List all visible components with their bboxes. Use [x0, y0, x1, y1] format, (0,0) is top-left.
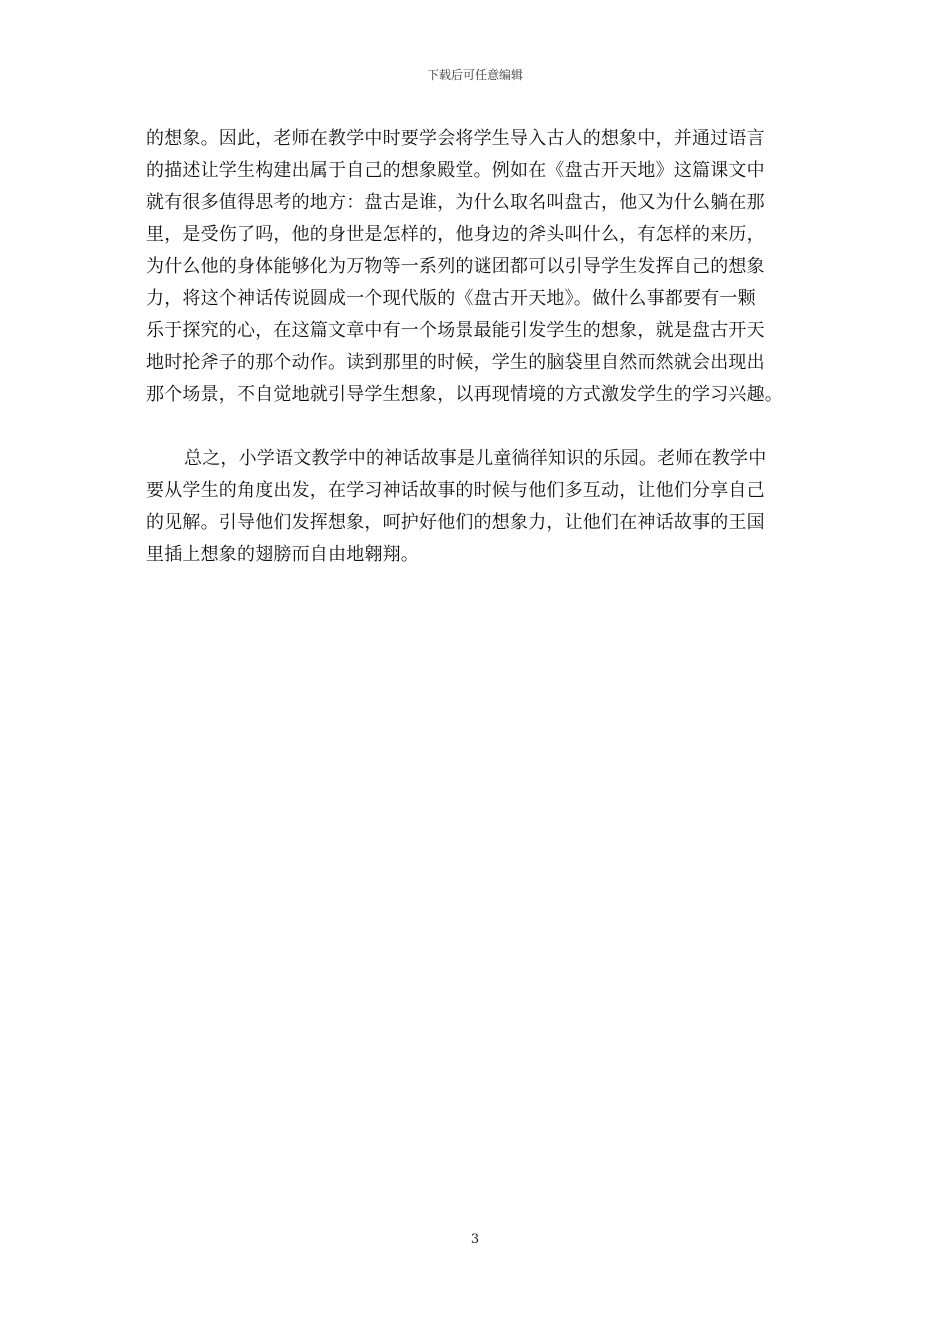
text-line: 乐于探究的心，在这篇文章中有一个场景最能引发学生的想象，就是盘古开天	[146, 320, 765, 341]
document-body	[146, 123, 826, 571]
text-line: 要从学生的角度出发，在学习神话故事的时候与他们多互动，让他们分享自己	[146, 480, 765, 501]
text-line: 地时抡斧子的那个动作。读到那里的时候，学生的脑袋里自然而然就会出现出	[146, 352, 765, 373]
text-line: 的想象。因此，老师在教学中时要学会将学生导入古人的想象中，并通过语言	[146, 128, 765, 149]
paragraph-spacer	[146, 411, 826, 443]
text-line: 里，是受伤了吗，他的身世是怎样的，他身边的斧头叫什么，有怎样的来历，	[146, 224, 765, 245]
text-line: 的描述让学生构建出属于自己的想象殿堂。例如在《盘古开天地》这篇课文中	[146, 160, 765, 181]
text-line: 总之，小学语文教学中的神话故事是儿童徜徉知识的乐园。老师在教学中	[184, 448, 767, 469]
paragraph-1	[146, 123, 826, 411]
page-header: 下载后可任意编辑	[426, 68, 523, 82]
text-line: 的见解。引导他们发挥想象，呵护好他们的想象力，让他们在神话故事的王国	[146, 512, 765, 533]
page-number: 3	[470, 1232, 480, 1247]
text-line: 就有很多值得思考的地方：盘古是谁，为什么取名叫盘古，他又为什么躺在那	[146, 192, 765, 213]
text-line: 为什么他的身体能够化为万物等一系列的谜团都可以引导学生发挥自己的想象	[146, 256, 765, 277]
text-line: 那个场景，不自觉地就引导学生想象，以再现情境的方式激发学生的学习兴趣。	[146, 384, 783, 405]
text-line: 里插上想象的翅膀而自由地翱翔。	[146, 544, 419, 565]
paragraph-2	[146, 443, 826, 571]
text-line: 力，将这个神话传说圆成一个现代版的《盘古开天地》。做什么事都要有一颗	[146, 288, 756, 309]
